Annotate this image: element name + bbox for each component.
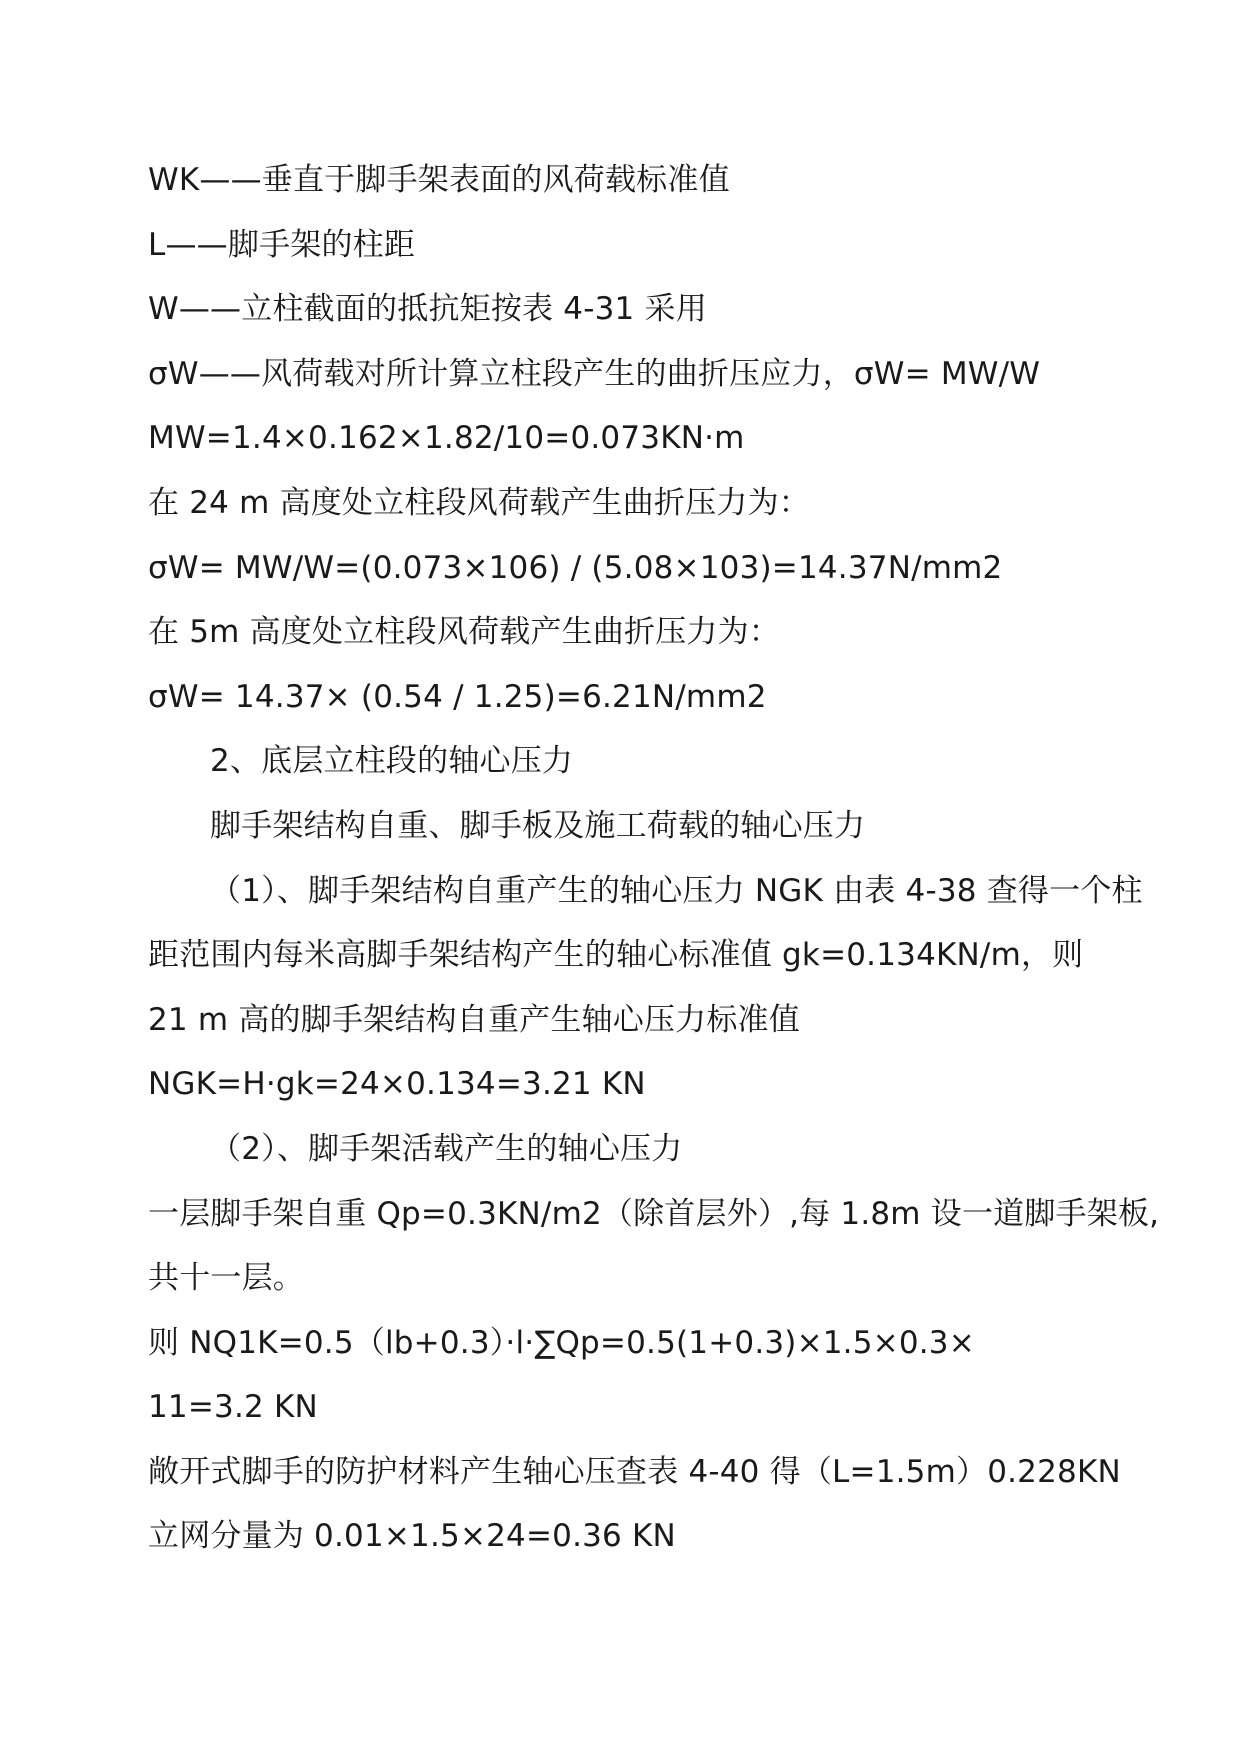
document-body	[148, 148, 1160, 1569]
text-line-live-load-heading: （2）、脚手架活载产生的轴心压力	[210, 1130, 683, 1167]
formula-net-weight: 立网分量为 0.01×1.5×24=0.36 KN	[148, 1518, 676, 1555]
text-line-self-weight-1: （1）、脚手架结构自重产生的轴心压力 NGK 由表 4-38 查得一个柱	[210, 872, 1143, 909]
text-line-load-summary: 脚手架结构自重、脚手板及施工荷载的轴心压力	[210, 807, 866, 844]
formula-mw: MW=1.4×0.162×1.82/10=0.073KN·m	[148, 420, 745, 457]
formula-nq1k-result: 11=3.2 KN	[148, 1389, 318, 1426]
text-line-sigma-w-definition: σW——风荷载对所计算立柱段产生的曲折压应力，σW= MW/W	[148, 355, 1041, 392]
text-line-protective-material: 敞开式脚手的防护材料产生轴心压查表 4-40 得（L=1.5m）0.228KN	[148, 1453, 1121, 1490]
text-line-self-weight-2: 距范围内每米高脚手架结构产生的轴心标准值 gk=0.134KN/m，则	[148, 937, 1084, 974]
text-line-eleven-layers: 共十一层。	[148, 1260, 304, 1297]
text-line-5m-stress-intro: 在 5m 高度处立柱段风荷载产生曲折压力为：	[148, 614, 781, 651]
section-heading-axial-pressure: 2、底层立柱段的轴心压力	[210, 743, 574, 780]
formula-nq1k: 则 NQ1K=0.5（lb+0.3）·l·∑Qp=0.5(1+0.3)×1.5×0.3×	[148, 1324, 975, 1361]
formula-ngk: NGK=H·gk=24×0.134=3.21 KN	[148, 1066, 646, 1103]
text-line-self-weight-3: 21 m 高的脚手架结构自重产生轴心压力标准值	[148, 1001, 800, 1038]
text-line-layer-weight: 一层脚手架自重 Qp=0.3KN/m2（除首层外）,每 1.8m 设一道脚手架板,	[148, 1195, 1160, 1232]
text-line-24m-stress-intro: 在 24 m 高度处立柱段风荷载产生曲折压力为：	[148, 484, 811, 521]
text-line-wk-definition: WK——垂直于脚手架表面的风荷载标准值	[148, 162, 730, 198]
formula-sigma-w-5m: σW= 14.37× (0.54 / 1.25)=6.21N/mm2	[148, 678, 767, 715]
formula-sigma-w-24m: σW= MW/W=(0.073×106) / (5.08×103)=14.37N/mm2	[148, 549, 1003, 586]
text-line-w-definition: W——立柱截面的抵抗矩按表 4-31 采用	[148, 291, 707, 328]
text-line-l-definition: L——脚手架的柱距	[148, 226, 416, 263]
